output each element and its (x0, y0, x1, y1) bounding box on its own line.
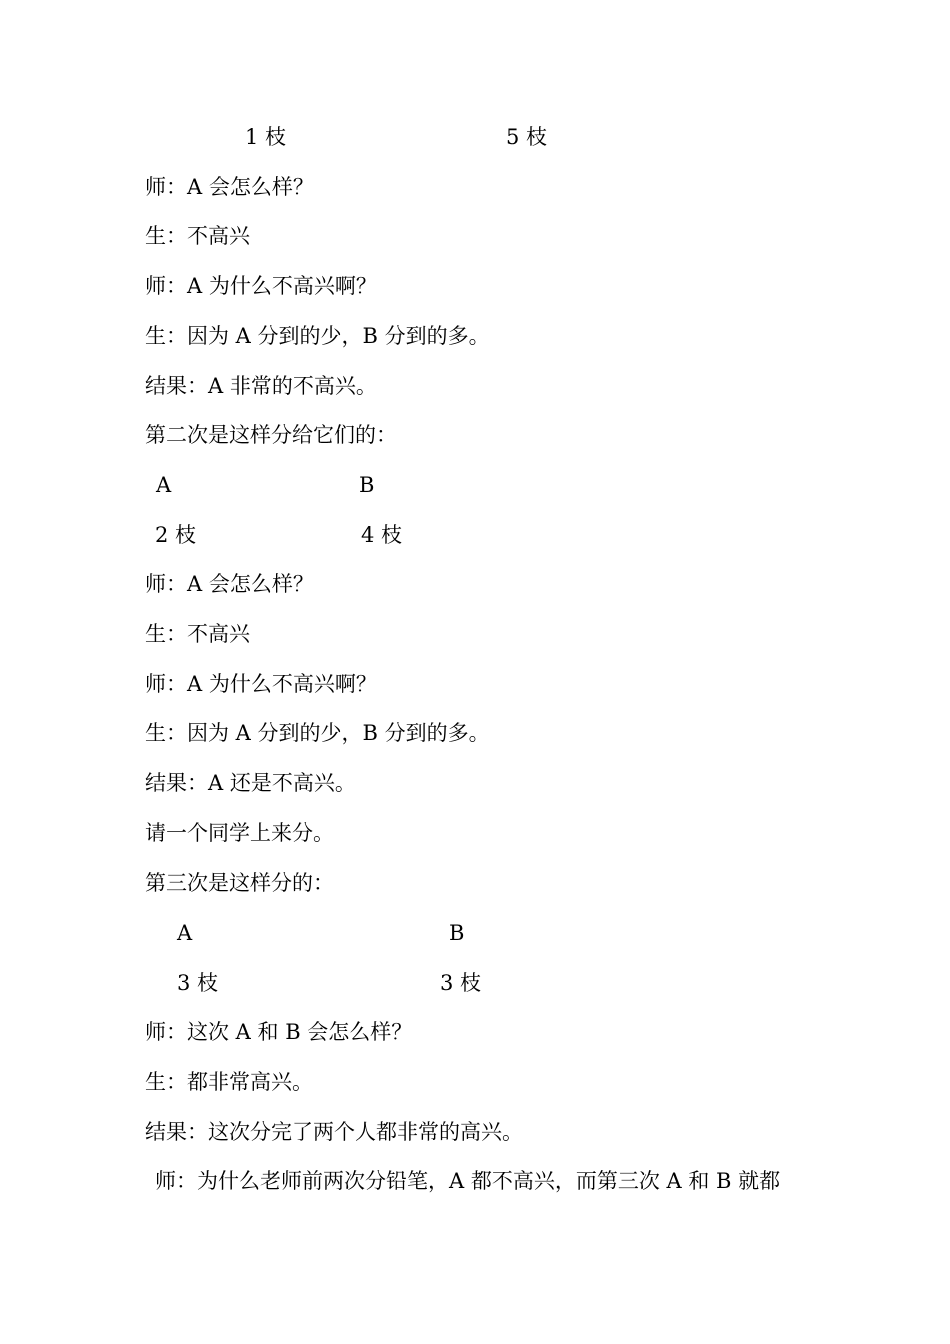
dialogue-line: 生：因为 A 分到的少，B 分到的多。 (145, 324, 490, 348)
third-split-a-count: 3 枝 (177, 971, 219, 995)
dialogue-line: 师：这次 A 和 B 会怎么样？ (145, 1020, 413, 1044)
second-split-a-label: A (156, 473, 172, 497)
second-split-b-label: B (359, 473, 375, 497)
first-split-b-count: 5 枝 (506, 125, 548, 149)
result-line: 结果：这次分完了两个人都非常的高兴。 (145, 1120, 523, 1144)
second-split-b-count: 4 枝 (361, 523, 403, 547)
instruction-line: 请一个同学上来分。 (145, 821, 334, 845)
dialogue-line: 师：A 会怎么样？ (145, 572, 314, 596)
dialogue-line: 生：不高兴 (145, 622, 250, 646)
dialogue-line: 生：都非常高兴。 (145, 1070, 313, 1094)
dialogue-line: 师：A 会怎么样？ (145, 175, 314, 199)
third-split-b-label: B (449, 921, 465, 945)
dialogue-line: 生：因为 A 分到的少，B 分到的多。 (145, 721, 490, 745)
dialogue-line: 生：不高兴 (145, 224, 250, 248)
dialogue-line: 师：A 为什么不高兴啊？ (145, 672, 377, 696)
third-split-a-label: A (177, 921, 193, 945)
second-split-a-count: 2 枝 (155, 523, 197, 547)
third-split-b-count: 3 枝 (440, 971, 482, 995)
dialogue-line: 师：A 为什么不高兴啊？ (145, 274, 377, 298)
section-heading: 第三次是这样分的： (145, 871, 334, 895)
section-heading: 第二次是这样分给它们的： (145, 423, 397, 447)
first-split-a-count: 1 枝 (245, 125, 287, 149)
result-line: 结果：A 非常的不高兴。 (145, 374, 377, 398)
result-line: 结果：A 还是不高兴。 (145, 771, 356, 795)
dialogue-line: 师：为什么老师前两次分铅笔，A 都不高兴，而第三次 A 和 B 就都 (155, 1169, 781, 1193)
